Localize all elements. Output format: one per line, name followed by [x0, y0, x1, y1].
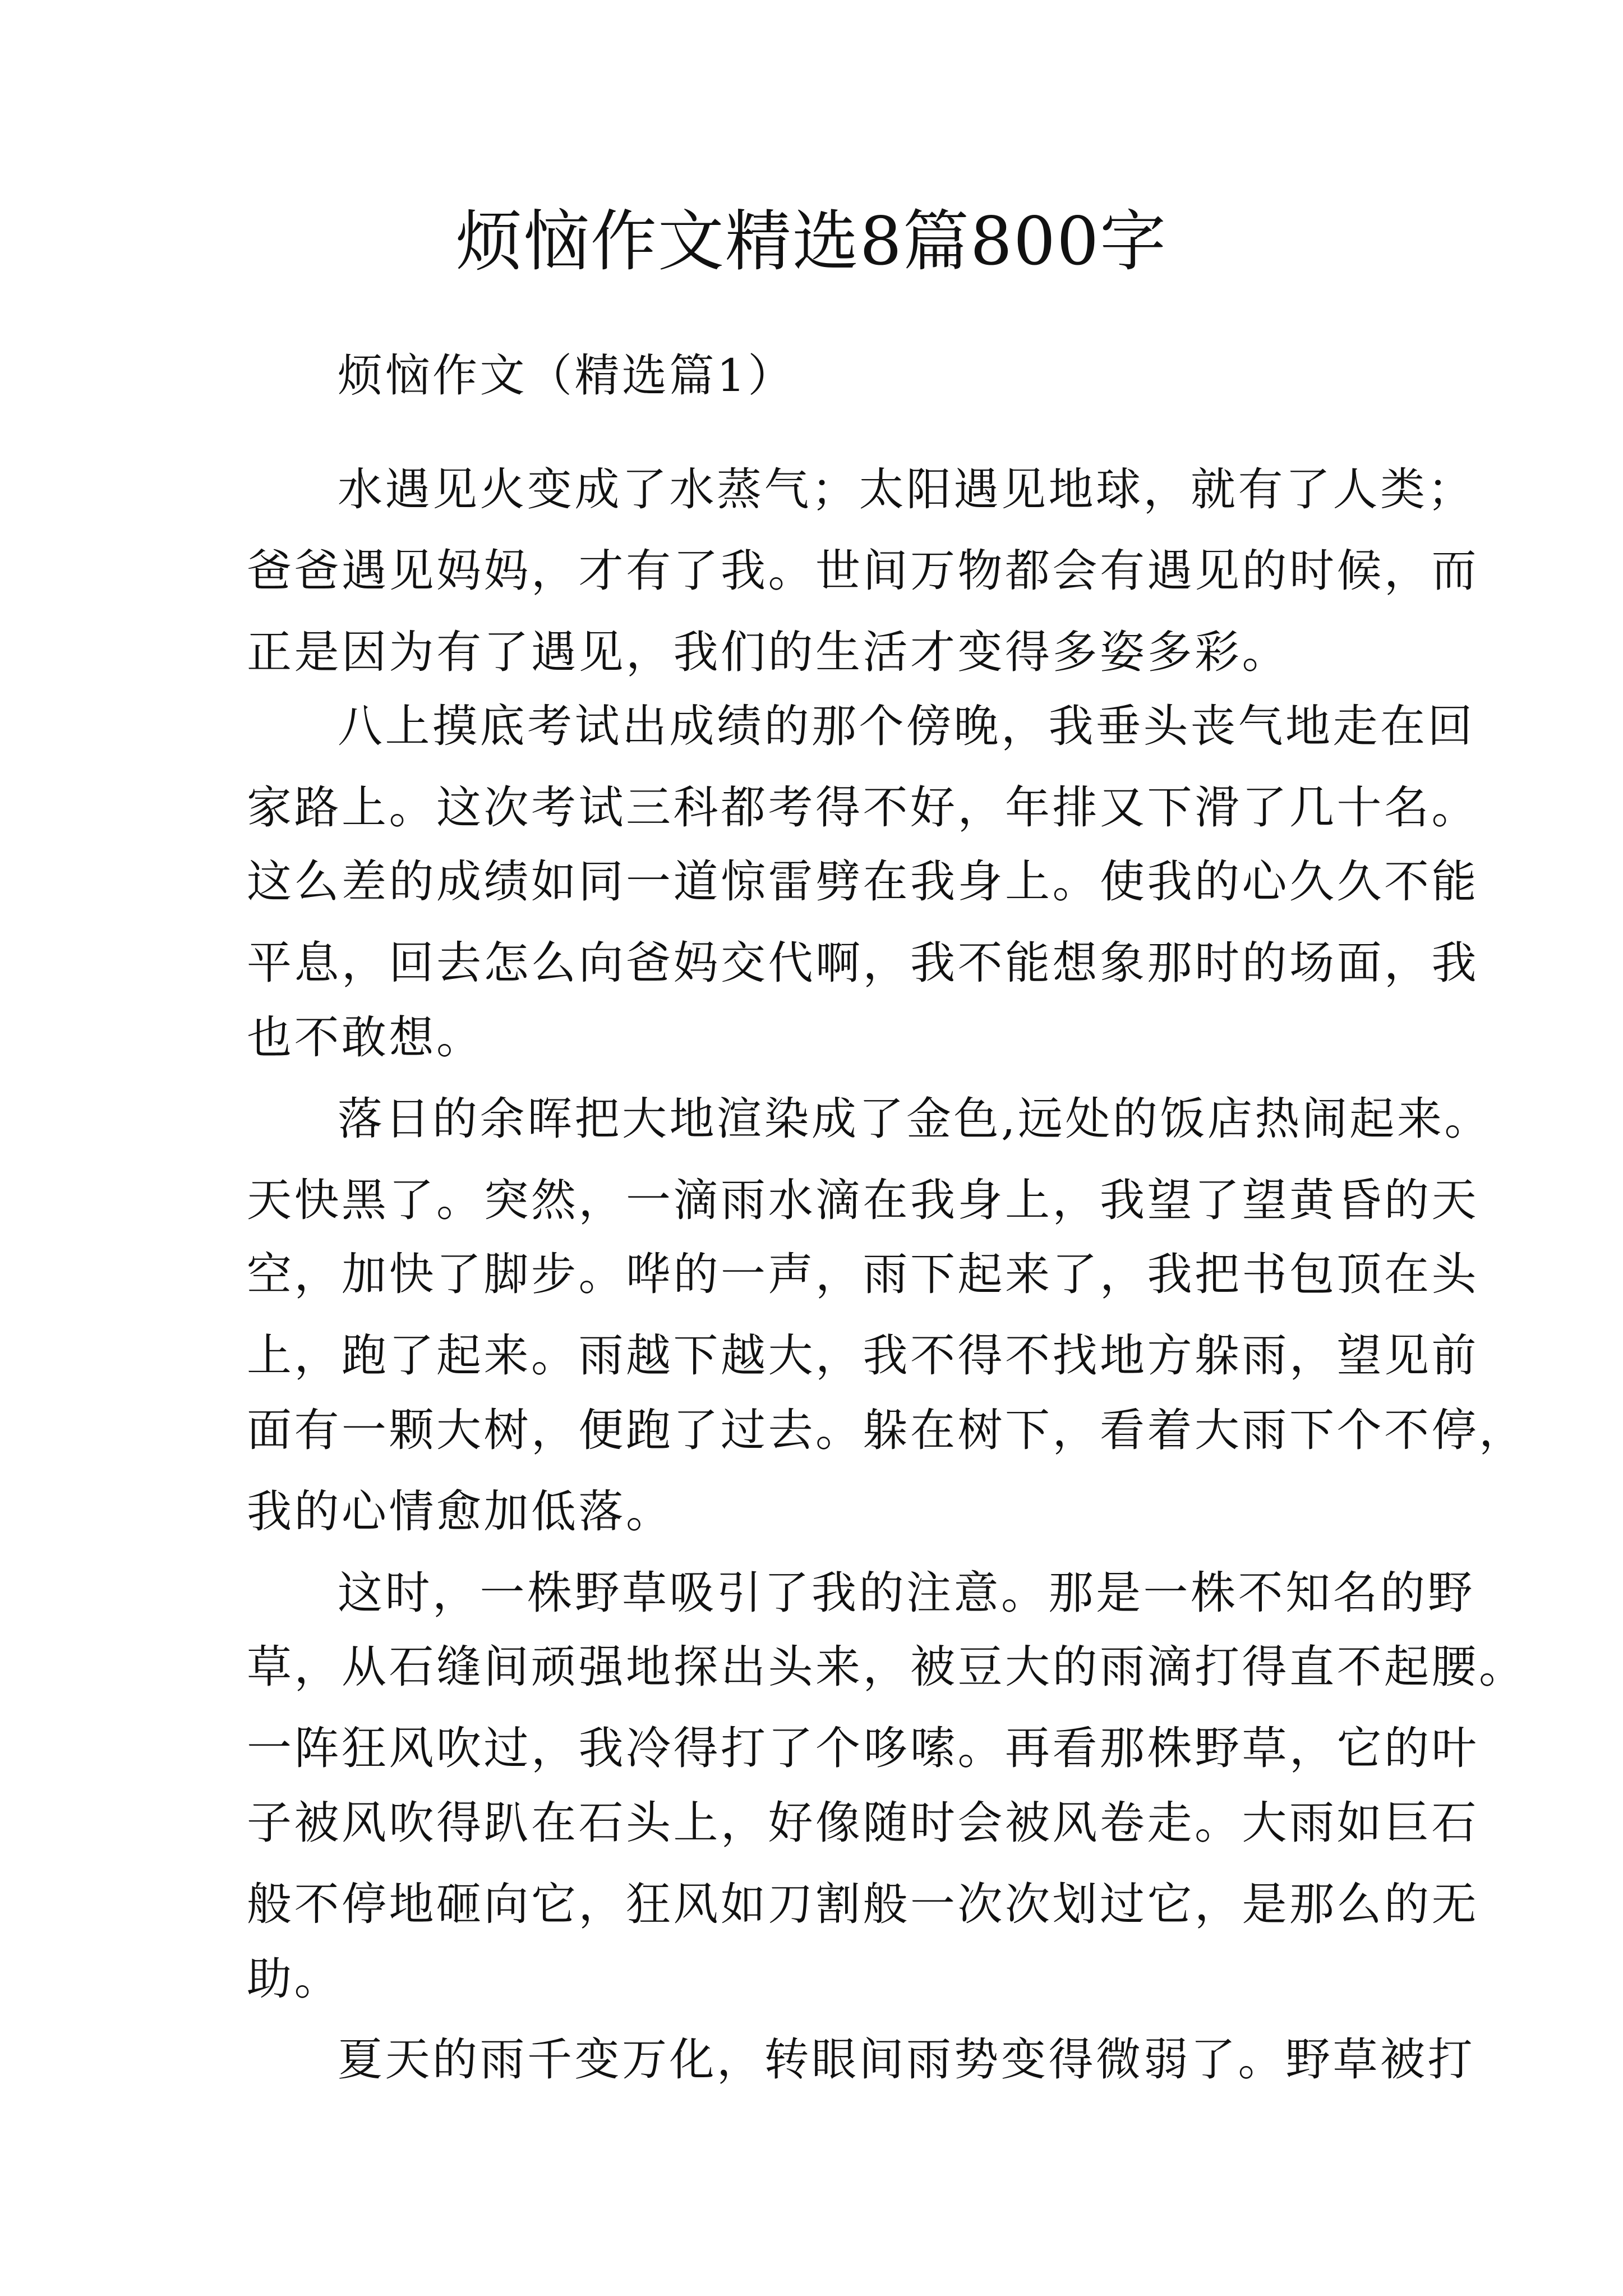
paragraph-line: 助。	[247, 1953, 342, 2005]
paragraph-line: 这时，一株野草吸引了我的注意。那是一株不知名的野	[338, 1567, 1475, 1619]
paragraph-line: 正是因为有了遇见，我们的生活才变得多姿多彩。	[247, 626, 1289, 678]
paragraph-line: 我的心情愈加低落。	[247, 1485, 674, 1538]
paragraph-line: 家路上。这次考试三科都考得不好，年排又下滑了几十名。	[247, 781, 1479, 834]
paragraph-line: 八上摸底考试出成绩的那个傍晚，我垂头丧气地走在回	[338, 700, 1475, 752]
paragraph-line: 草，从石缝间顽强地探出头来，被豆大的雨滴打得直不起腰。	[247, 1641, 1527, 1693]
paragraph-line: 爸爸遇见妈妈，才有了我。世间万物都会有遇见的时候，而	[247, 545, 1479, 597]
paragraph-line: 水遇见火变成了水蒸气；太阳遇见地球，就有了人类；	[338, 463, 1475, 516]
paragraph-line: 天快黑了。突然，一滴雨水滴在我身上，我望了望黄昏的天	[247, 1174, 1479, 1226]
paragraph-line: 这么差的成绩如同一道惊雷劈在我身上。使我的心久久不能	[247, 855, 1479, 908]
paragraph-line: 子被风吹得趴在石头上，好像随时会被风卷走。大雨如巨石	[247, 1797, 1479, 1849]
paragraph-line: 夏天的雨千变万化，转眼间雨势变得微弱了。野草被打	[338, 2033, 1475, 2086]
paragraph-line: 一阵狂风吹过，我冷得打了个哆嗦。再看那株野草，它的叶	[247, 1722, 1479, 1774]
paragraph-line: 平息，回去怎么向爸妈交代啊，我不能想象那时的场面，我	[247, 937, 1479, 989]
paragraph-line: 空，加快了脚步。哗的一声，雨下起来了，我把书包顶在头	[247, 1248, 1479, 1300]
paragraph-line: 上，跑了起来。雨越下越大，我不得不找地方躲雨，望见前	[247, 1329, 1479, 1382]
paragraph-line: 也不敢想。	[247, 1011, 484, 1064]
paragraph-line: 面有一颗大树，便跑了过去。躲在树下，看着大雨下个不停，	[247, 1404, 1527, 1456]
paragraph-line: 般不停地砸向它，狂风如刀割般一次次划过它，是那么的无	[247, 1878, 1479, 1930]
paragraph-line: 落日的余晖把大地渲染成了金色,远处的饭店热闹起来。	[338, 1093, 1492, 1145]
section-heading: 烦恼作文（精选篇1）	[338, 349, 795, 402]
document-title: 烦恼作文精选8篇800字	[455, 203, 1168, 280]
